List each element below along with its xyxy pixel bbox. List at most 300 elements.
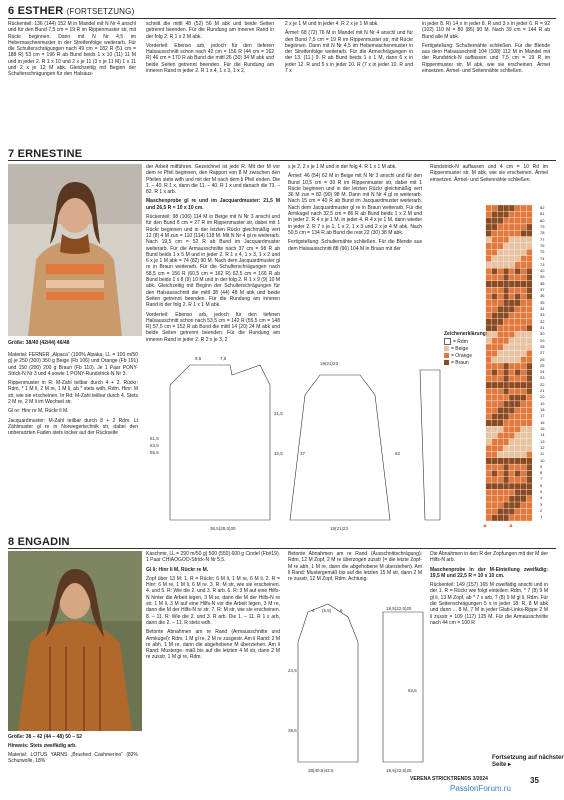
chart-cell xyxy=(486,287,492,293)
row-number: 34 xyxy=(540,306,545,311)
chart-cell xyxy=(521,470,527,476)
chart-cell xyxy=(480,382,486,388)
chart-cell xyxy=(515,420,521,426)
chart-cell xyxy=(480,319,486,325)
chart-cell xyxy=(509,281,515,287)
chart-cell xyxy=(480,508,486,514)
text-column: Die Abnahmen in den R der Zopfungen mit der M der Hilfs-N arb. Maschenprobe in der M-Einteilung zweifädig: 19,5 M und 22,5 R = 10 x 10 cm. Rückenteil: 149 (157) 165 M zweifädig anschl und in der 1. R = Rückr wie folgt einteilen: Rdm, * 7 (8) 9 M gl li, 13 M Zopf, ab * 7 x arb, 7 (8) 9 M gl li, Rdm. Für die Seitenschrägungen 5 x in jeder 18. R, 8 M abk und dann ... 8 M, 7 M in jeder Glatt-Links-Rippe 2 M li zusstr = 109 (117) 125 M. Für die Armausschnitte nach 44 cm = 100 R xyxy=(430,551,548,626)
chart-cell xyxy=(497,515,503,521)
chart-cell xyxy=(526,319,532,325)
chart-cell xyxy=(486,205,492,211)
svg-text:62: 62 xyxy=(395,451,401,456)
chart-cell xyxy=(480,256,486,262)
chart-cell xyxy=(503,237,509,243)
chart-cell xyxy=(503,451,509,457)
chart-cell xyxy=(526,414,532,420)
chart-cell xyxy=(492,508,498,514)
chart-cell xyxy=(515,331,521,337)
chart-cell xyxy=(497,414,503,420)
text-column: Kaschmir, LL = 290 m/50 g) 500 (550) 600 g Cindel (Fb#19). 1 Paar CHIAOGOO-Strick-N Nr 5,5. Gl li: Hinr li M, Rückr re M. Zopf über 13 M: 1. R = Rückr: 6 M li, 1 M re, 6 M li. 2. R = Hinr: 6 M re, 1 M li, 6 M re. 3. R: M str, wie sie erscheinen. 4. und 5. R: Wie die 2. und 3. R arb. 6. R: 3 M auf eine Hilfs-N hinter die Arbeit legen, 3 M re, dann die M der Hilfs-N re str, 1 M li, 3 M auf eine Hilfs-N vor die Arbeit legen, 3 M re, dann die M der Hilfs-N re str. 7. R: M str, wie sie erscheinen. 8. – 11. R: Wie die 2. und 3. R arb. Die 1. – 11. R 1 x arb, dann die 2. – 11. R stets wdh. Betonte Abnahmen am re Rand (Armausschnitte und Armkugel): Rdm, 1 M gl re, 2 M re zusgestr. Am li Rand: 2 M re abh, 1 M re, dann die abgehobene M überziehen. Am li Rand: Musterge- mäß bis auf die letzten 4 M str, dann 2 M re zusstr, 1 M gl re, Rdm. xyxy=(146,551,280,661)
chart-cell xyxy=(515,464,521,470)
row-number: 40 xyxy=(540,268,545,274)
svg-text:61,5: 61,5 xyxy=(150,436,159,441)
chart-cell xyxy=(532,483,538,489)
chart-cell xyxy=(497,230,503,236)
chart-cell xyxy=(532,464,538,470)
chart-cell xyxy=(532,401,538,407)
chart-cell xyxy=(486,382,492,388)
chart-cell xyxy=(503,439,509,445)
chart-cell xyxy=(526,281,532,287)
chart-cell xyxy=(509,451,515,457)
chart-cell xyxy=(515,306,521,312)
chart-cell xyxy=(492,281,498,287)
chart-cell xyxy=(503,275,509,281)
chart-cell xyxy=(526,325,532,331)
chart-cell xyxy=(532,433,538,439)
chart-cell xyxy=(532,237,538,243)
chart-cell xyxy=(503,325,509,331)
model-photo xyxy=(8,551,142,731)
row-number: 77 xyxy=(540,236,545,242)
chart-cell xyxy=(492,388,498,394)
chart-cell xyxy=(526,458,532,464)
chart-cell xyxy=(486,464,492,470)
chart-cell xyxy=(515,439,521,445)
chart-cell xyxy=(526,470,532,476)
chart-cell xyxy=(526,249,532,255)
chart-cell xyxy=(521,344,527,350)
row-number: 28 xyxy=(540,343,545,349)
chart-cell xyxy=(497,243,503,249)
chart-cell xyxy=(526,426,532,432)
text-column: Rundstrick-N auffassen und 4 cm = 10 Rd im Rippenmuster str. M abk, wie sie erscheinen. Ärmel einsetzen. Ärmel- und Seitennähte schließen. xyxy=(430,164,548,183)
chart-cell xyxy=(521,224,527,230)
chart-cell xyxy=(503,281,509,287)
chart-cell xyxy=(515,401,521,407)
row-number: 14 xyxy=(540,432,545,438)
chart-cell xyxy=(497,451,503,457)
chart-cell xyxy=(526,363,532,369)
chart-cell xyxy=(503,508,509,514)
chart-cell xyxy=(509,268,515,274)
row-number: 33 xyxy=(540,312,545,318)
chart-cell xyxy=(532,205,538,211)
chart-cell xyxy=(492,268,498,274)
row-number: 20 xyxy=(540,394,545,400)
chart-cell xyxy=(532,312,538,318)
chart-cell xyxy=(480,293,486,299)
chart-cell xyxy=(532,515,538,521)
divider xyxy=(8,160,556,161)
row-number: 4 xyxy=(540,495,543,501)
chart-cell xyxy=(521,382,527,388)
chart-cell xyxy=(521,445,527,451)
chart-cell xyxy=(486,388,492,394)
row-number: 29 xyxy=(540,337,545,343)
chart-cell xyxy=(515,508,521,514)
text-column: in jeder 8. R) 14 x in jeder 8. R und 3 x in jeder 6. R = 92 (102) 110 M = 80 (85) 90 M. Nach 39 cm = 144 R ab Bund alle M abk. Fertigstellung: Schulternähte schließen. Für die Blende aus dem Halsausschnitt 104 (108) 112 M in Mandel mit der Rundstrick-N auffassen und 7,5 cm = 19 R im Rippenmuster str. M abk, wie sie erscheinen. Ärmel einsetzen. Ärmel- und Seitennähte schließen. xyxy=(422,21,550,75)
chart-cell xyxy=(503,445,509,451)
chart-cell xyxy=(497,293,503,299)
chart-cell xyxy=(515,268,521,274)
chart-cell xyxy=(503,224,509,230)
chart-cell xyxy=(492,205,498,211)
chart-cell xyxy=(486,420,492,426)
row-number: 35 xyxy=(540,299,545,305)
chart-cell xyxy=(486,237,492,243)
chart-cell xyxy=(515,243,521,249)
chart-cell xyxy=(503,426,509,432)
chart-cell xyxy=(503,502,509,508)
chart-cell xyxy=(492,395,498,401)
chart-cell xyxy=(521,426,527,432)
chart-cell xyxy=(515,224,521,230)
chart-cell xyxy=(486,439,492,445)
chart-cell xyxy=(492,515,498,521)
svg-text:19,5(22,5)25: 19,5(22,5)25 xyxy=(386,768,412,773)
chart-cell xyxy=(497,508,503,514)
chart-cell xyxy=(480,243,486,249)
chart-cell xyxy=(515,338,521,344)
watermark: PassionForum.ru xyxy=(450,784,511,793)
section-title-engadin: 8 ENGADIN xyxy=(8,536,70,548)
chart-cell xyxy=(515,300,521,306)
chart-cell xyxy=(503,256,509,262)
row-number: 19 xyxy=(540,400,545,406)
chart-cell xyxy=(521,293,527,299)
chart-cell xyxy=(532,458,538,464)
row-number: 11 xyxy=(540,451,545,457)
chart-cell xyxy=(503,483,509,489)
chart-cell xyxy=(492,218,498,224)
row-number: 75 xyxy=(540,249,545,255)
chart-cell xyxy=(532,508,538,514)
svg-text:63,5: 63,5 xyxy=(150,443,159,448)
chart-cell xyxy=(521,414,527,420)
chart-cell xyxy=(486,426,492,432)
chart-cell xyxy=(480,496,486,502)
chart-cell xyxy=(526,306,532,312)
svg-text:(5,5): (5,5) xyxy=(322,608,332,613)
row-number: 9 xyxy=(540,463,543,469)
chart-cell xyxy=(526,243,532,249)
chart-cell xyxy=(532,281,538,287)
chart-cell xyxy=(515,287,521,293)
row-number: 32 xyxy=(540,318,545,324)
chart-cell xyxy=(515,477,521,483)
chart-cell xyxy=(509,515,515,521)
chart-cell xyxy=(509,502,515,508)
chart-cell xyxy=(503,344,509,350)
chart-cell xyxy=(497,420,503,426)
chart-cell xyxy=(509,350,515,356)
chart-cell xyxy=(521,312,527,318)
chart-cell xyxy=(509,464,515,470)
chart-cell xyxy=(509,363,515,369)
chart-cell xyxy=(509,205,515,211)
chart-cell xyxy=(509,357,515,363)
chart-cell xyxy=(509,243,515,249)
chart-cell xyxy=(526,388,532,394)
chart-cell xyxy=(515,496,521,502)
chart-cell xyxy=(532,218,538,224)
model-photo xyxy=(8,164,142,336)
chart-cell xyxy=(521,496,527,502)
chart-cell xyxy=(515,357,521,363)
chart-cell xyxy=(515,407,521,413)
row-number: 82 xyxy=(540,205,545,210)
chart-cell xyxy=(515,382,521,388)
chart-cell xyxy=(480,470,486,476)
chart-cell xyxy=(480,407,486,413)
chart-cell xyxy=(480,312,486,318)
chart-cell xyxy=(486,401,492,407)
chart-cell xyxy=(515,388,521,394)
chart-cell xyxy=(486,224,492,230)
chart-cell xyxy=(503,268,509,274)
text-column: Material: FERNER „Alpaca“ (100% Alpaka, LL = 100 m/50 g) je 250 (300) 350 g Beige (Fb 106) und Orange (Fb 191) und 150 (200) 200 g Braun (Fb 110). Je 1 Paar PONY-Strick-N Nr 3 und 4 sowie 1 PONY-Rundstrick-N Nr 3. Rippenmuster in R: M-Zahl teilbar durch 4 + 2. Rückr: Rdm, * 1 M li, 2 M re, 1 M li, ab * stets wdh, Rdm. Hinr: M str, wie sie erscheinen. In Rd: M-Zahl teilbar durch 4. Stets 2 M re, 2 M li im Wechsel str. Gl re: Hinr re M, Rückr li M. Jacquardmuster: M-Zahl teilbar durch 8 + 2 Rdm. Lt Zählmuster gl re in Norwegertechnik str, dabei den unbenutzten Faden stets locker auf der Rückseite xyxy=(8,352,138,437)
row-number: 30 xyxy=(540,331,545,337)
chart-cell xyxy=(486,414,492,420)
chart-cell xyxy=(521,407,527,413)
chart-cell xyxy=(497,338,503,344)
chart-cell xyxy=(492,319,498,325)
chart-cell xyxy=(532,357,538,363)
chart-cell xyxy=(503,312,509,318)
chart-legend: Zeichenerklärung: = Rdm = Beige = Orange = Braun xyxy=(444,331,488,366)
chart-cell xyxy=(532,275,538,281)
chart-cell xyxy=(492,357,498,363)
chart-cell xyxy=(526,300,532,306)
chart-cell xyxy=(497,325,503,331)
chart-cell xyxy=(497,470,503,476)
chart-cell xyxy=(492,464,498,470)
chart-cell xyxy=(486,395,492,401)
chart-cell xyxy=(486,433,492,439)
size-caption: Größe: 38/40 (42/44) 46/48 xyxy=(8,340,70,346)
chart-cell xyxy=(480,477,486,483)
chart-cell xyxy=(515,275,521,281)
chart-cell xyxy=(497,249,503,255)
row-numbers xyxy=(540,205,554,521)
chart-cell xyxy=(480,439,486,445)
chart-cell xyxy=(532,325,538,331)
chart-cell xyxy=(497,395,503,401)
chart-cell xyxy=(503,243,509,249)
chart-cell xyxy=(509,420,515,426)
chart-cell xyxy=(492,312,498,318)
chart-cell xyxy=(509,426,515,432)
chart-cell xyxy=(486,496,492,502)
row-number: 2 xyxy=(540,508,543,513)
chart-cell xyxy=(492,470,498,476)
chart-cell xyxy=(497,262,503,268)
chart-cell xyxy=(486,483,492,489)
chart-cell xyxy=(480,445,486,451)
chart-cell xyxy=(521,205,527,211)
chart-cell xyxy=(480,451,486,457)
row-number: 25 xyxy=(540,362,545,368)
chart-cell xyxy=(526,376,532,382)
chart-cell xyxy=(526,369,532,375)
continuation-note: Fortsetzung auf nächster Seite ▸ xyxy=(492,755,564,768)
chart-cell xyxy=(497,319,503,325)
chart-cell xyxy=(509,483,515,489)
chart-cell xyxy=(492,293,498,299)
chart-cell xyxy=(532,293,538,299)
chart-cell xyxy=(509,319,515,325)
chart-cell xyxy=(521,287,527,293)
chart-cell xyxy=(492,249,498,255)
chart-cell xyxy=(503,470,509,476)
chart-cell xyxy=(486,262,492,268)
chart-cell xyxy=(521,331,527,337)
chart-cell xyxy=(521,464,527,470)
chart-cell xyxy=(497,331,503,337)
chart-cell xyxy=(526,312,532,318)
chart-cell xyxy=(521,325,527,331)
chart-cell xyxy=(532,338,538,344)
chart-cell xyxy=(521,477,527,483)
row-number: 80 xyxy=(540,217,545,223)
chart-cell xyxy=(503,230,509,236)
repeat-arrows: ▲ ▲ xyxy=(482,523,514,529)
chart-cell xyxy=(503,218,509,224)
chart-cell xyxy=(509,224,515,230)
chart-cell xyxy=(532,331,538,337)
chart-cell xyxy=(503,205,509,211)
svg-text:62,5: 62,5 xyxy=(408,688,417,693)
chart-cell xyxy=(486,256,492,262)
row-number: 21 xyxy=(540,388,545,394)
chart-cell xyxy=(509,249,515,255)
chart-cell xyxy=(515,369,521,375)
chart-cell xyxy=(492,344,498,350)
chart-cell xyxy=(509,211,515,217)
chart-cell xyxy=(503,300,509,306)
row-number: 22 xyxy=(540,381,545,387)
chart-cell xyxy=(509,230,515,236)
chart-cell xyxy=(492,426,498,432)
chart-cell xyxy=(532,350,538,356)
chart-cell xyxy=(515,445,521,451)
chart-cell xyxy=(532,300,538,306)
chart-cell xyxy=(515,205,521,211)
chart-cell xyxy=(509,256,515,262)
chart-cell xyxy=(532,407,538,413)
chart-cell xyxy=(509,331,515,337)
chart-cell xyxy=(503,331,509,337)
row-number: 38 xyxy=(540,280,545,286)
row-number: 36 xyxy=(540,293,545,299)
chart-cell xyxy=(480,502,486,508)
chart-cell xyxy=(509,489,515,495)
row-number: 1 xyxy=(540,514,543,520)
chart-cell xyxy=(532,262,538,268)
chart-cell xyxy=(509,275,515,281)
chart-cell xyxy=(526,211,532,217)
garment-schematic xyxy=(140,355,440,535)
note-caption: Hinweis: Stets zweifädig arb. xyxy=(8,743,77,749)
chart-cell xyxy=(492,433,498,439)
chart-cell xyxy=(492,451,498,457)
row-number: 15 xyxy=(540,425,545,431)
chart-cell xyxy=(492,376,498,382)
chart-cell xyxy=(497,477,503,483)
chart-cell xyxy=(492,483,498,489)
svg-text:19(21)23: 19(21)23 xyxy=(320,361,339,366)
chart-cell xyxy=(492,338,498,344)
chart-cell xyxy=(526,420,532,426)
chart-cell xyxy=(515,426,521,432)
chart-cell xyxy=(492,369,498,375)
chart-cell xyxy=(509,496,515,502)
chart-cell xyxy=(526,515,532,521)
chart-cell xyxy=(526,502,532,508)
chart-cell xyxy=(480,369,486,375)
chart-cell xyxy=(521,230,527,236)
chart-cell xyxy=(515,350,521,356)
size-caption: Größe: 38 – 42 (44 – 48) 50 – 52 xyxy=(8,734,82,740)
chart-cell xyxy=(492,325,498,331)
chart-cell xyxy=(521,256,527,262)
chart-cell xyxy=(515,312,521,318)
chart-cell xyxy=(492,331,498,337)
chart-cell xyxy=(497,433,503,439)
chart-cell xyxy=(486,281,492,287)
svg-text:9,5: 9,5 xyxy=(195,356,202,361)
chart-cell xyxy=(532,363,538,369)
chart-cell xyxy=(526,451,532,457)
row-number: 37 xyxy=(540,287,545,293)
chart-cell xyxy=(480,306,486,312)
chart-cell xyxy=(509,312,515,318)
chart-cell xyxy=(492,237,498,243)
chart-cell xyxy=(497,369,503,375)
chart-cell xyxy=(492,224,498,230)
row-number: 8 xyxy=(540,470,543,476)
chart-cell xyxy=(497,205,503,211)
row-number: 78 xyxy=(540,230,545,236)
chart-cell xyxy=(509,470,515,476)
chart-cell xyxy=(526,331,532,337)
chart-cell xyxy=(526,262,532,268)
row-number: 13 xyxy=(540,438,545,444)
chart-cell xyxy=(521,237,527,243)
chart-cell xyxy=(521,515,527,521)
chart-cell xyxy=(521,388,527,394)
chart-cell xyxy=(497,483,503,489)
chart-cell xyxy=(486,268,492,274)
chart-cell xyxy=(486,458,492,464)
chart-cell xyxy=(486,243,492,249)
chart-cell xyxy=(497,281,503,287)
chart-cell xyxy=(503,293,509,299)
chart-cell xyxy=(503,249,509,255)
chart-cell xyxy=(526,218,532,224)
chart-cell xyxy=(497,439,503,445)
footer-magazine: VERENA STRICKTRENDS 3/2024 xyxy=(410,776,488,782)
chart-cell xyxy=(492,256,498,262)
chart-cell xyxy=(486,477,492,483)
chart-cell xyxy=(532,414,538,420)
chart-cell xyxy=(503,357,509,363)
svg-text:24,5: 24,5 xyxy=(288,668,297,673)
chart-cell xyxy=(509,477,515,483)
chart-cell xyxy=(526,445,532,451)
chart-cell xyxy=(526,293,532,299)
